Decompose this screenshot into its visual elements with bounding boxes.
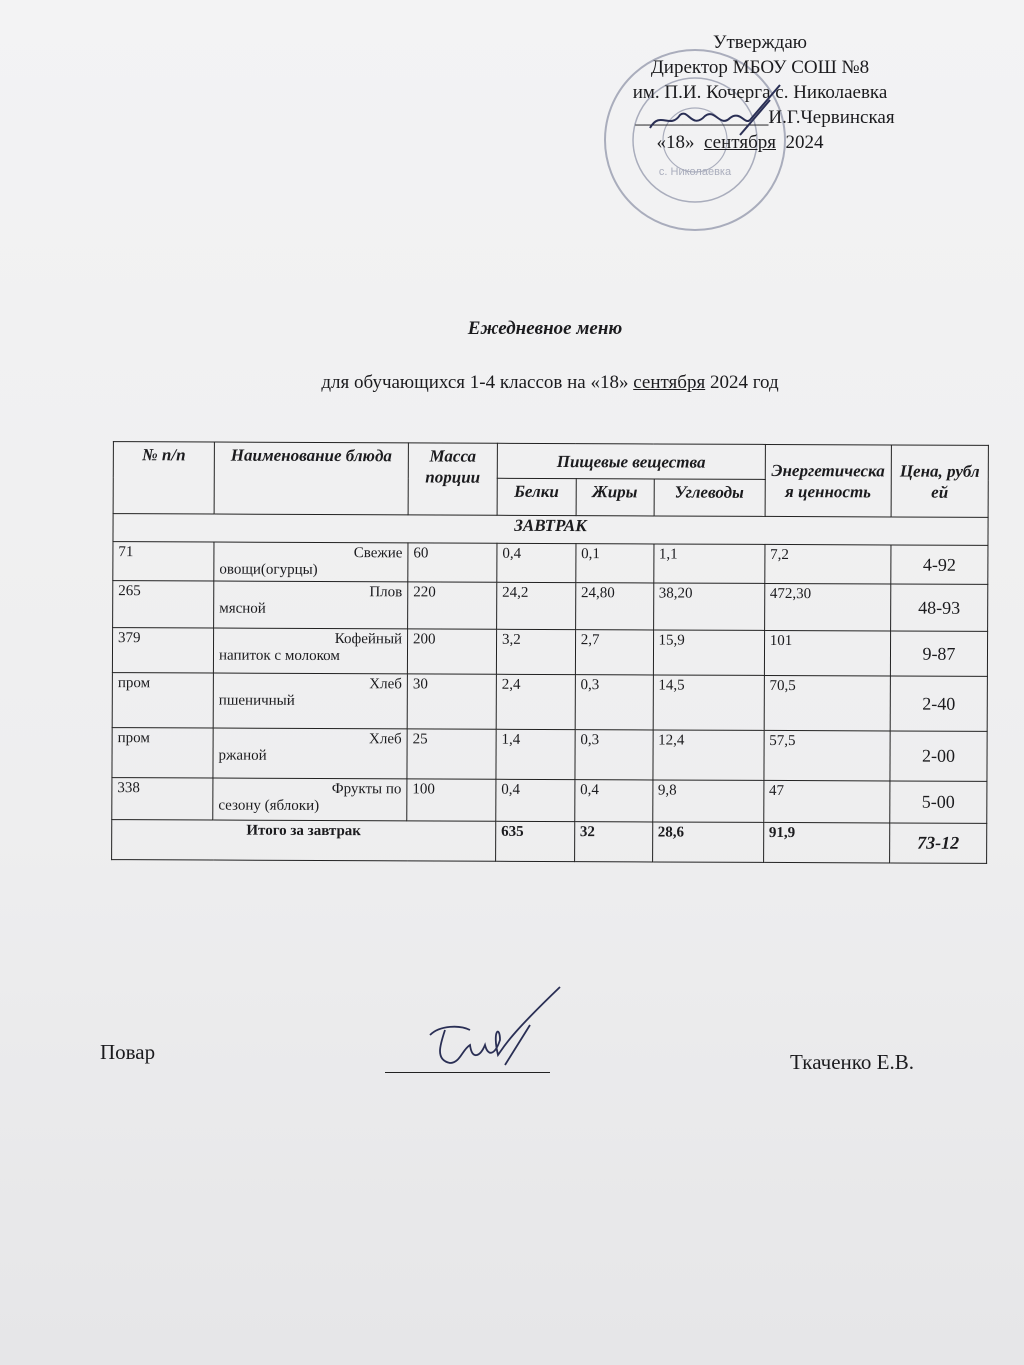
- total-protein: 32: [574, 822, 652, 862]
- row-protein: 1,4: [496, 729, 575, 779]
- total-label: Итого за завтрак: [112, 820, 496, 862]
- row-num: 265: [113, 581, 214, 628]
- row-protein: 0,4: [496, 779, 575, 821]
- total-price: 73-12: [890, 823, 987, 863]
- row-protein: 2,4: [496, 674, 575, 729]
- dish-name-line1: Плов: [369, 584, 403, 601]
- row-price: 9-87: [890, 631, 987, 676]
- header-num: № п/п: [113, 442, 214, 514]
- header-mass: Масса порции: [408, 443, 497, 515]
- approval-school: им. П.И. Кочерга с. Николаевка: [632, 82, 888, 103]
- approval-year: 2024: [785, 132, 824, 153]
- approval-block: Утверждаю Директор МБОУ СОШ №8 им. П.И. Кочерга с. Николаевка ______________И.Г.Червинская «18» сентября 2024: [560, 30, 960, 155]
- section-breakfast: ЗАВТРАК: [113, 514, 988, 546]
- cook-name: Ткаченко Е.В.: [790, 1050, 915, 1074]
- row-energy: 472,30: [764, 583, 891, 631]
- cook-role: Повар: [100, 1040, 156, 1064]
- header-fat: Жиры: [576, 479, 654, 516]
- approval-signatory: И.Г.Червинская: [768, 107, 895, 128]
- row-dish-name: [213, 728, 407, 779]
- row-price: 5-00: [890, 781, 987, 823]
- row-carbs: 14,5: [653, 675, 764, 730]
- row-mass: 60: [408, 543, 497, 582]
- table-row: [112, 778, 987, 824]
- row-price: 48-93: [891, 584, 988, 631]
- subtitle-suffix: 2024 год: [709, 372, 779, 393]
- row-carbs: 12,4: [652, 730, 763, 780]
- total-fat: 28,6: [652, 822, 763, 862]
- dish-name-line1: Кофейный: [334, 631, 403, 648]
- row-carbs: 38,20: [653, 583, 764, 630]
- row-num: 379: [112, 628, 213, 673]
- menu-table: [111, 441, 989, 864]
- row-carbs: 9,8: [652, 780, 763, 822]
- dish-name-line2: сезону (яблоки): [218, 797, 320, 814]
- dish-name-line1: Свежие: [353, 545, 403, 562]
- row-fat: 0,4: [574, 780, 652, 822]
- total-mass: 635: [496, 821, 575, 861]
- approval-heading: Утверждаю: [713, 32, 807, 53]
- row-mass: 220: [408, 582, 497, 629]
- row-mass: 30: [407, 674, 496, 729]
- row-price: 2-00: [890, 731, 987, 781]
- total-carbs: 91,9: [763, 822, 889, 863]
- header-protein: Белки: [497, 478, 576, 515]
- dish-name-line1: Хлеб: [369, 676, 402, 693]
- approval-month: сентября: [704, 132, 776, 153]
- table-row: [113, 542, 988, 585]
- row-protein: 3,2: [496, 629, 575, 674]
- dish-name-line1: Хлеб: [368, 731, 402, 748]
- row-dish-name: [213, 673, 407, 729]
- header-energy: Энергетическая ценность: [765, 444, 892, 517]
- subtitle-month: сентября: [633, 372, 706, 393]
- row-mass: 25: [407, 729, 496, 779]
- dish-name-line1: Фрукты по: [331, 781, 402, 798]
- stamp-text: с. Николаевка: [658, 166, 732, 178]
- row-price: 4-92: [891, 545, 988, 584]
- dish-name-line2: овощи(огурцы): [219, 561, 318, 578]
- row-dish-name: [213, 778, 407, 821]
- dish-name-line2: пшеничный: [218, 692, 295, 709]
- row-fat: 24,80: [575, 583, 653, 630]
- row-dish-name: [214, 542, 408, 582]
- row-energy: 47: [763, 780, 889, 823]
- row-num: пром: [112, 673, 213, 728]
- row-num: 71: [113, 542, 214, 581]
- row-carbs: 15,9: [653, 630, 764, 675]
- document-subtitle: [0, 372, 1024, 394]
- row-mass: 200: [407, 629, 496, 674]
- dish-name-line2: ржаной: [218, 747, 267, 764]
- document-title: Ежедневное меню: [467, 318, 623, 339]
- table-row: [112, 628, 987, 677]
- row-energy: 70,5: [764, 675, 891, 731]
- header-name: Наименование блюда: [214, 442, 408, 515]
- director-signature: [630, 80, 790, 150]
- cook-signature: [400, 985, 570, 1075]
- table-row: [113, 581, 988, 632]
- row-fat: 2,7: [575, 630, 653, 675]
- row-carbs: 1,1: [653, 544, 764, 583]
- dish-name-line2: напиток с молоком: [218, 647, 340, 665]
- row-fat: 0,1: [576, 544, 654, 583]
- row-price: 2-40: [890, 676, 987, 731]
- approval-position: Директор МБОУ СОШ №8: [650, 57, 870, 78]
- header-nutrients: Пищевые вещества: [497, 443, 765, 479]
- row-energy: 57,5: [764, 730, 891, 781]
- row-dish-name: [214, 581, 408, 629]
- row-fat: 0,3: [575, 675, 653, 730]
- row-num: пром: [112, 728, 213, 778]
- row-energy: 7,2: [764, 544, 890, 584]
- row-protein: 24,2: [497, 582, 576, 629]
- approval-day: «18»: [656, 132, 695, 153]
- table-row: [112, 673, 987, 732]
- header-price: Цена, рублей: [891, 445, 988, 517]
- row-num: 338: [112, 778, 213, 820]
- row-dish-name: [213, 628, 407, 674]
- header-carbs: Углеводы: [654, 479, 765, 516]
- total-row: [112, 820, 987, 864]
- row-fat: 0,3: [575, 730, 653, 780]
- table-row: [112, 728, 987, 782]
- dish-name-line2: мясной: [219, 600, 266, 617]
- subtitle-prefix: для обучающихся 1-4 классов на «18»: [321, 372, 629, 393]
- row-mass: 100: [407, 779, 496, 821]
- row-protein: 0,4: [497, 543, 576, 582]
- row-energy: 101: [764, 630, 890, 676]
